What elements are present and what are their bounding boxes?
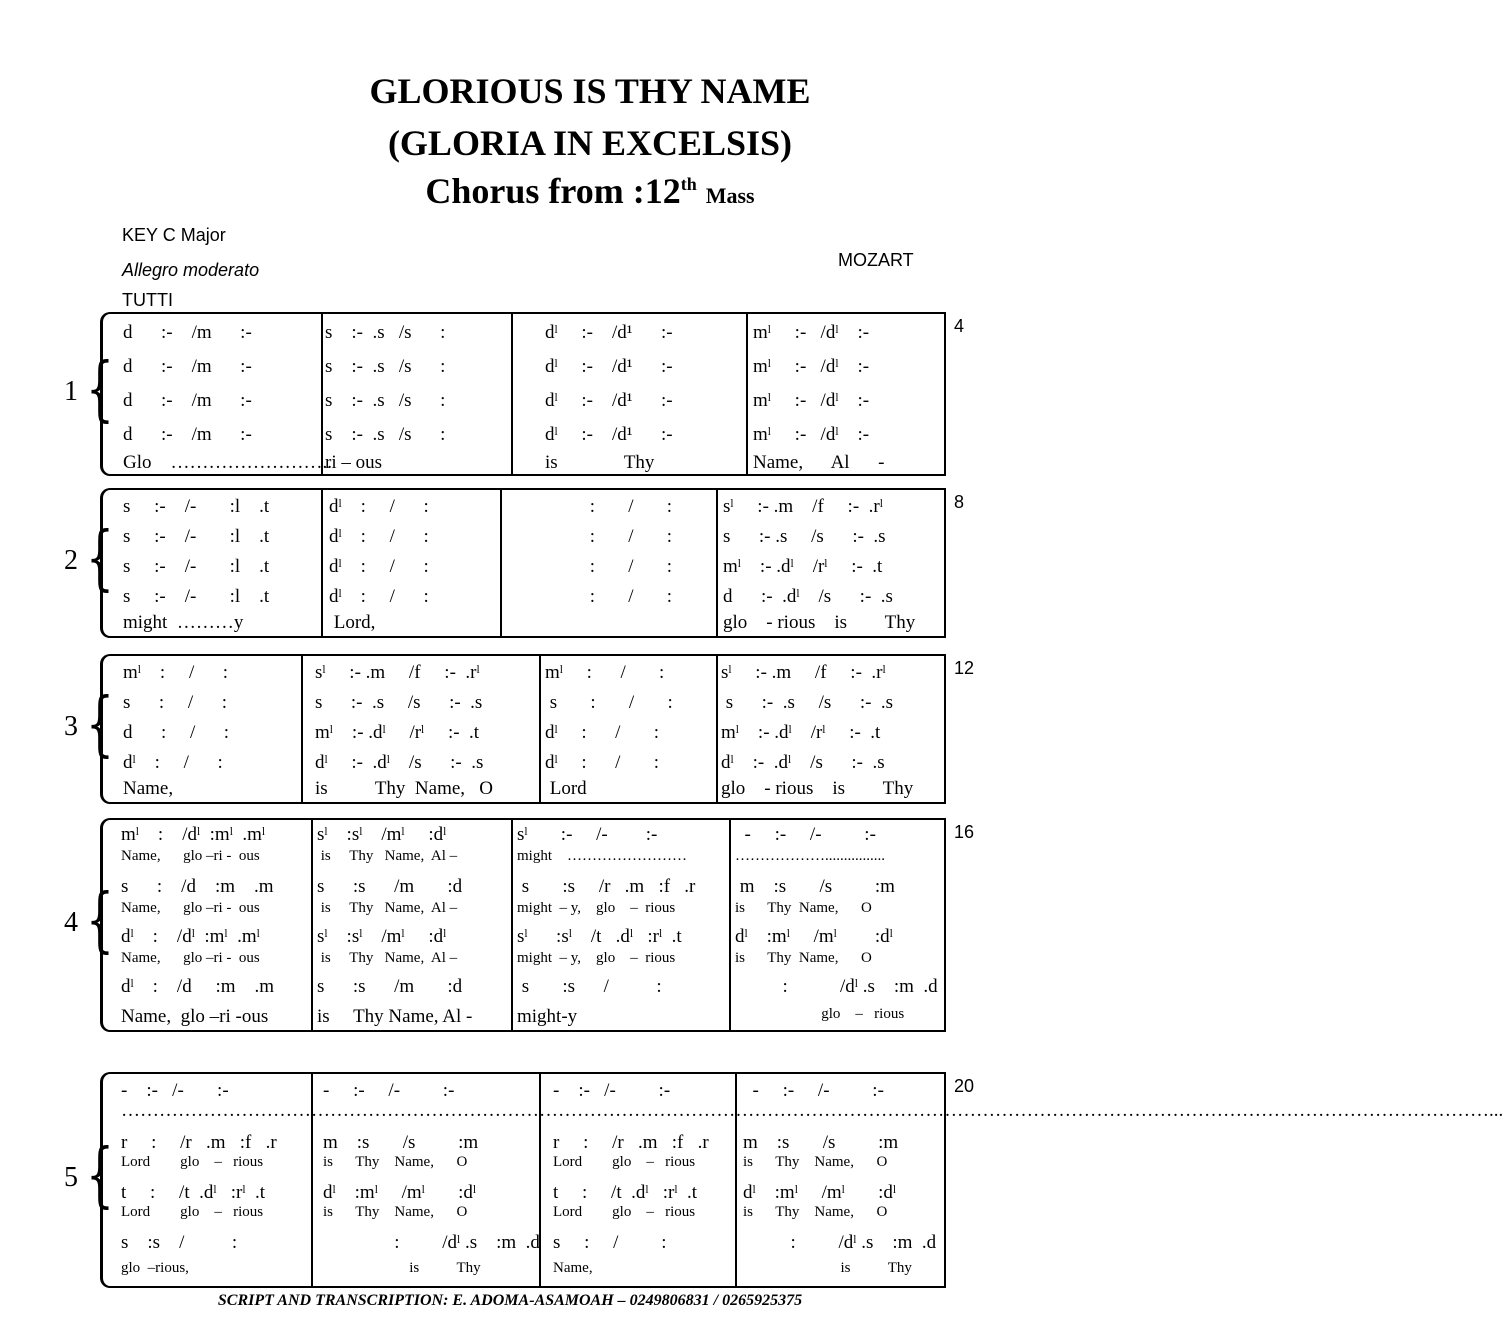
barline [321, 314, 323, 474]
sublyric-cell: is Thy Name, O [743, 1204, 888, 1220]
lyric-cell: glo - rious is Thy [721, 778, 914, 799]
measure-number: 16 [954, 822, 975, 842]
solfa-cell: t : /t .dˡ :rˡ .t [121, 1182, 266, 1203]
system-brace: { [86, 348, 114, 431]
solfa-cell: s : /d :m .m [121, 876, 274, 897]
solfa-cell: - :- /- :- [323, 1080, 455, 1101]
solfa-cell: m :s /s :m [743, 1132, 899, 1153]
solfa-cell: m :s /s :m [323, 1132, 479, 1153]
solfa-cell: s :- /- :l .t [123, 526, 270, 547]
solfa-cell: dˡ : / : [545, 722, 659, 743]
solfa-cell: mˡ : / : [545, 662, 665, 683]
chorus-suffix: Mass [705, 183, 755, 208]
barline [511, 314, 513, 474]
solfa-cell: - :- /- :- [735, 824, 876, 845]
solfa-cell: mˡ :- /dˡ :- [753, 322, 870, 343]
solfa-cell: r : /r .m :f .r [553, 1132, 709, 1153]
solfa-cell: dˡ : / : [329, 496, 429, 517]
solfa-cell: s :s /m :d [317, 876, 463, 897]
solfa-cell: m :s /s :m [735, 876, 895, 897]
lyric-cell: is Thy Name, O [315, 778, 494, 799]
page-title: GLORIOUS IS THY NAME [369, 71, 811, 111]
lyric-cell: Glo …………………….. [123, 452, 332, 473]
lyric-cell: Name, glo –ri -ous [121, 1006, 269, 1027]
barline [729, 820, 731, 1030]
solfa-cell: dˡ :- /d¹ :- [545, 322, 673, 343]
system-4 [100, 818, 946, 1032]
solfa-cell: s :s / : [517, 976, 662, 997]
system-3 [100, 654, 946, 804]
solfa-cell: dˡ : / : [329, 526, 429, 547]
solfa-cell: mˡ :- .dˡ /rˡ :- .t [315, 722, 480, 743]
lyric-cell: Name, [553, 1260, 593, 1276]
barline [746, 314, 748, 474]
solfa-cell: : / : [547, 556, 673, 577]
lyric-cell: Lord, [329, 612, 376, 633]
solfa-cell: s :- .s /s :- .s [315, 692, 483, 713]
solfa-cell: d :- .dˡ /s :- .s [723, 586, 893, 607]
solfa-cell: dˡ :mˡ /mˡ :dˡ [743, 1182, 897, 1203]
solfa-cell: s : / : [545, 692, 673, 713]
footer-credit: SCRIPT AND TRANSCRIPTION: E. ADOMA-ASAMOAH – 0249806831 / 0265925375 [217, 1292, 803, 1309]
solfa-cell: s :- .s /s : [325, 424, 446, 445]
chorus-line [80, 170, 1100, 212]
solfa-cell: dˡ :- .dˡ /s :- .s [721, 752, 885, 773]
sublyric-cell: Name, glo –ri - ous [121, 950, 260, 966]
solfa-cell: s :- .s /s : [325, 390, 446, 411]
solfa-cell: s : / : [123, 692, 227, 713]
solfa-cell: sˡ :sˡ /mˡ :dˡ [317, 824, 447, 845]
lyric-cell: is Thy [743, 1260, 912, 1276]
system-1 [100, 312, 946, 476]
lyric-cell: is Thy Name, Al - [317, 1006, 473, 1027]
key-label: KEY C Major [122, 225, 226, 245]
solfa-cell: d : / : [123, 722, 230, 743]
lyric-cell: is Thy [323, 1260, 481, 1276]
solfa-cell: : /dˡ .s :m .d [743, 1232, 937, 1253]
measure-number: 12 [954, 658, 975, 678]
barline [716, 656, 718, 802]
solfa-cell: sˡ :sˡ /t .dˡ :rˡ .t [517, 926, 682, 947]
solfa-cell: s :- .s /s :- .s [721, 692, 894, 713]
sublyric-cell: Name, glo –ri - ous [121, 848, 260, 864]
solfa-cell: dˡ :mˡ /mˡ :dˡ [735, 926, 893, 947]
sublyric-cell: Lord glo – rious [553, 1204, 696, 1220]
system-brace: { [86, 517, 114, 600]
solfa-cell: s :- .s /s : [325, 356, 446, 377]
barline [539, 656, 541, 802]
page-subtitle: (GLORIA IN EXCELSIS) [387, 123, 793, 163]
solfa-cell: sˡ :- /- :- [517, 824, 658, 845]
lyric-cell: is Thy [545, 452, 655, 473]
system-brace: { [86, 879, 114, 962]
solfa-cell: mˡ : /dˡ :mˡ .mˡ [121, 824, 266, 845]
system-number: 1 [64, 376, 78, 407]
sublyric-cell: is Thy Name, Al – [317, 848, 458, 864]
measure-number: 8 [954, 492, 965, 512]
system-number: 4 [64, 907, 78, 938]
sublyric-cell: is Thy Name, Al – [317, 900, 458, 916]
solfa-cell: sˡ :- .m /f :- .rˡ [315, 662, 480, 683]
sublyric-cell: Lord glo – rious [553, 1154, 696, 1170]
solfa-cell: dˡ : /d :m .m [121, 976, 275, 997]
solfa-cell: s :- .s /s :- .s [723, 526, 886, 547]
solfa-cell: t : /t .dˡ :rˡ .t [553, 1182, 698, 1203]
solfa-cell: - :- /- :- [121, 1080, 229, 1101]
solfa-cell: d :- /m :- [123, 356, 252, 377]
sublyric-cell: ………………................ [735, 848, 885, 864]
sublyric-cell: is Thy Name, Al – [317, 950, 458, 966]
solfa-cell: d :- /m :- [123, 424, 252, 445]
solfa-cell: : /dˡ .s :m .d [323, 1232, 540, 1253]
solfa-cell: s :- /- :l .t [123, 496, 270, 517]
sublyric-cell: is Thy Name, O [735, 900, 872, 916]
solfa-cell: dˡ : / : [329, 586, 429, 607]
solfa-cell: dˡ : / : [329, 556, 429, 577]
solfa-cell: s :- /- :l .t [123, 586, 270, 607]
composer-label: MOZART [838, 250, 914, 270]
solfa-cell: mˡ :- /dˡ :- [753, 356, 870, 377]
solfa-cell: dˡ :- /d¹ :- [545, 356, 673, 377]
sublyric-cell: might …………………… [517, 848, 688, 864]
lyric-cell: Name, Al - [753, 452, 885, 473]
solfa-cell: sˡ :- .m /f :- .rˡ [721, 662, 886, 683]
sublyric-cell: Lord glo – rious [121, 1204, 264, 1220]
sublyric-cell: is Thy Name, O [735, 950, 872, 966]
solfa-cell: : / : [547, 586, 673, 607]
tempo-label: Allegro moderato [122, 260, 260, 280]
sublyric-cell: might – y, glo – rious [517, 900, 676, 916]
solfa-cell: - :- /- :- [553, 1080, 671, 1101]
sublyric-cell: is Thy Name, O [323, 1154, 468, 1170]
lyric-cell: glo –rious, [121, 1260, 189, 1276]
solfa-cell: dˡ :- /d¹ :- [545, 390, 673, 411]
solfa-cell: d :- /m :- [123, 390, 252, 411]
solfa-cell: mˡ :- /dˡ :- [753, 390, 870, 411]
measure-number: 4 [954, 316, 965, 336]
system-brace: { [86, 1134, 114, 1217]
tutti-label: TUTTI [122, 290, 173, 310]
solfa-cell: s :s /r .m :f .r [517, 876, 696, 897]
lyric-cell: might-y [517, 1006, 578, 1027]
sublyric-cell: might – y, glo – rious [517, 950, 676, 966]
solfa-cell: mˡ : / : [123, 662, 229, 683]
barline [301, 656, 303, 802]
solfa-cell: mˡ :- .dˡ /rˡ :- .t [721, 722, 881, 743]
lyric-cell: Name, [123, 778, 174, 799]
chorus-sup: th [680, 174, 697, 194]
solfa-cell: s :s / : [121, 1232, 238, 1253]
system-number: 2 [64, 545, 78, 576]
barline [716, 490, 718, 636]
lyric-cell: Lord [545, 778, 587, 799]
solfa-cell: s :s /m :d [317, 976, 463, 997]
continuation-dots: ………………………………………………………………………………………………………………………………………………………………………………………………... [121, 1100, 1503, 1121]
system-number: 5 [64, 1162, 78, 1193]
solfa-cell: dˡ : / : [123, 752, 223, 773]
sublyric-cell: is Thy Name, O [743, 1154, 888, 1170]
barline [311, 820, 313, 1030]
solfa-cell: sˡ :- .m /f :- .rˡ [723, 496, 883, 517]
sublyric-cell: is Thy Name, O [323, 1204, 468, 1220]
solfa-cell: s :- .s /s : [325, 322, 446, 343]
solfa-cell: : / : [547, 496, 673, 517]
measure-number: 20 [954, 1076, 975, 1096]
solfa-cell: dˡ : /dˡ :mˡ .mˡ [121, 926, 260, 947]
solfa-cell: : /dˡ .s :m .d [735, 976, 938, 997]
solfa-cell: dˡ :mˡ /mˡ :dˡ [323, 1182, 477, 1203]
solfa-cell: sˡ :sˡ /mˡ :dˡ [317, 926, 447, 947]
chorus-prefix: Chorus from :12 [425, 171, 681, 211]
solfa-cell: - :- /- :- [743, 1080, 884, 1101]
solfa-cell: dˡ :- .dˡ /s :- .s [315, 752, 484, 773]
lyric-cell: glo – rious [735, 1006, 905, 1022]
solfa-cell: dˡ : / : [545, 752, 659, 773]
solfa-cell: r : /r .m :f .r [121, 1132, 277, 1153]
solfa-cell: dˡ :- /d¹ :- [545, 424, 673, 445]
barline [500, 490, 502, 636]
solfa-cell: s : / : [553, 1232, 667, 1253]
solfa-cell: mˡ :- /dˡ :- [753, 424, 870, 445]
solfa-cell: mˡ :- .dˡ /rˡ :- .t [723, 556, 883, 577]
sublyric-cell: Lord glo – rious [121, 1154, 264, 1170]
lyric-cell: might ………y [123, 612, 244, 633]
system-brace: { [86, 683, 114, 766]
lyric-cell: glo - rious is Thy [723, 612, 916, 633]
barline [321, 490, 323, 636]
solfa-cell: d :- /m :- [123, 322, 252, 343]
solfa-cell: : / : [547, 526, 673, 547]
system-number: 3 [64, 711, 78, 742]
system-2 [100, 488, 946, 638]
sublyric-cell: Name, glo –ri - ous [121, 900, 260, 916]
solfa-cell: s :- /- :l .t [123, 556, 270, 577]
barline [511, 820, 513, 1030]
lyric-cell: ri – ous [325, 452, 382, 473]
